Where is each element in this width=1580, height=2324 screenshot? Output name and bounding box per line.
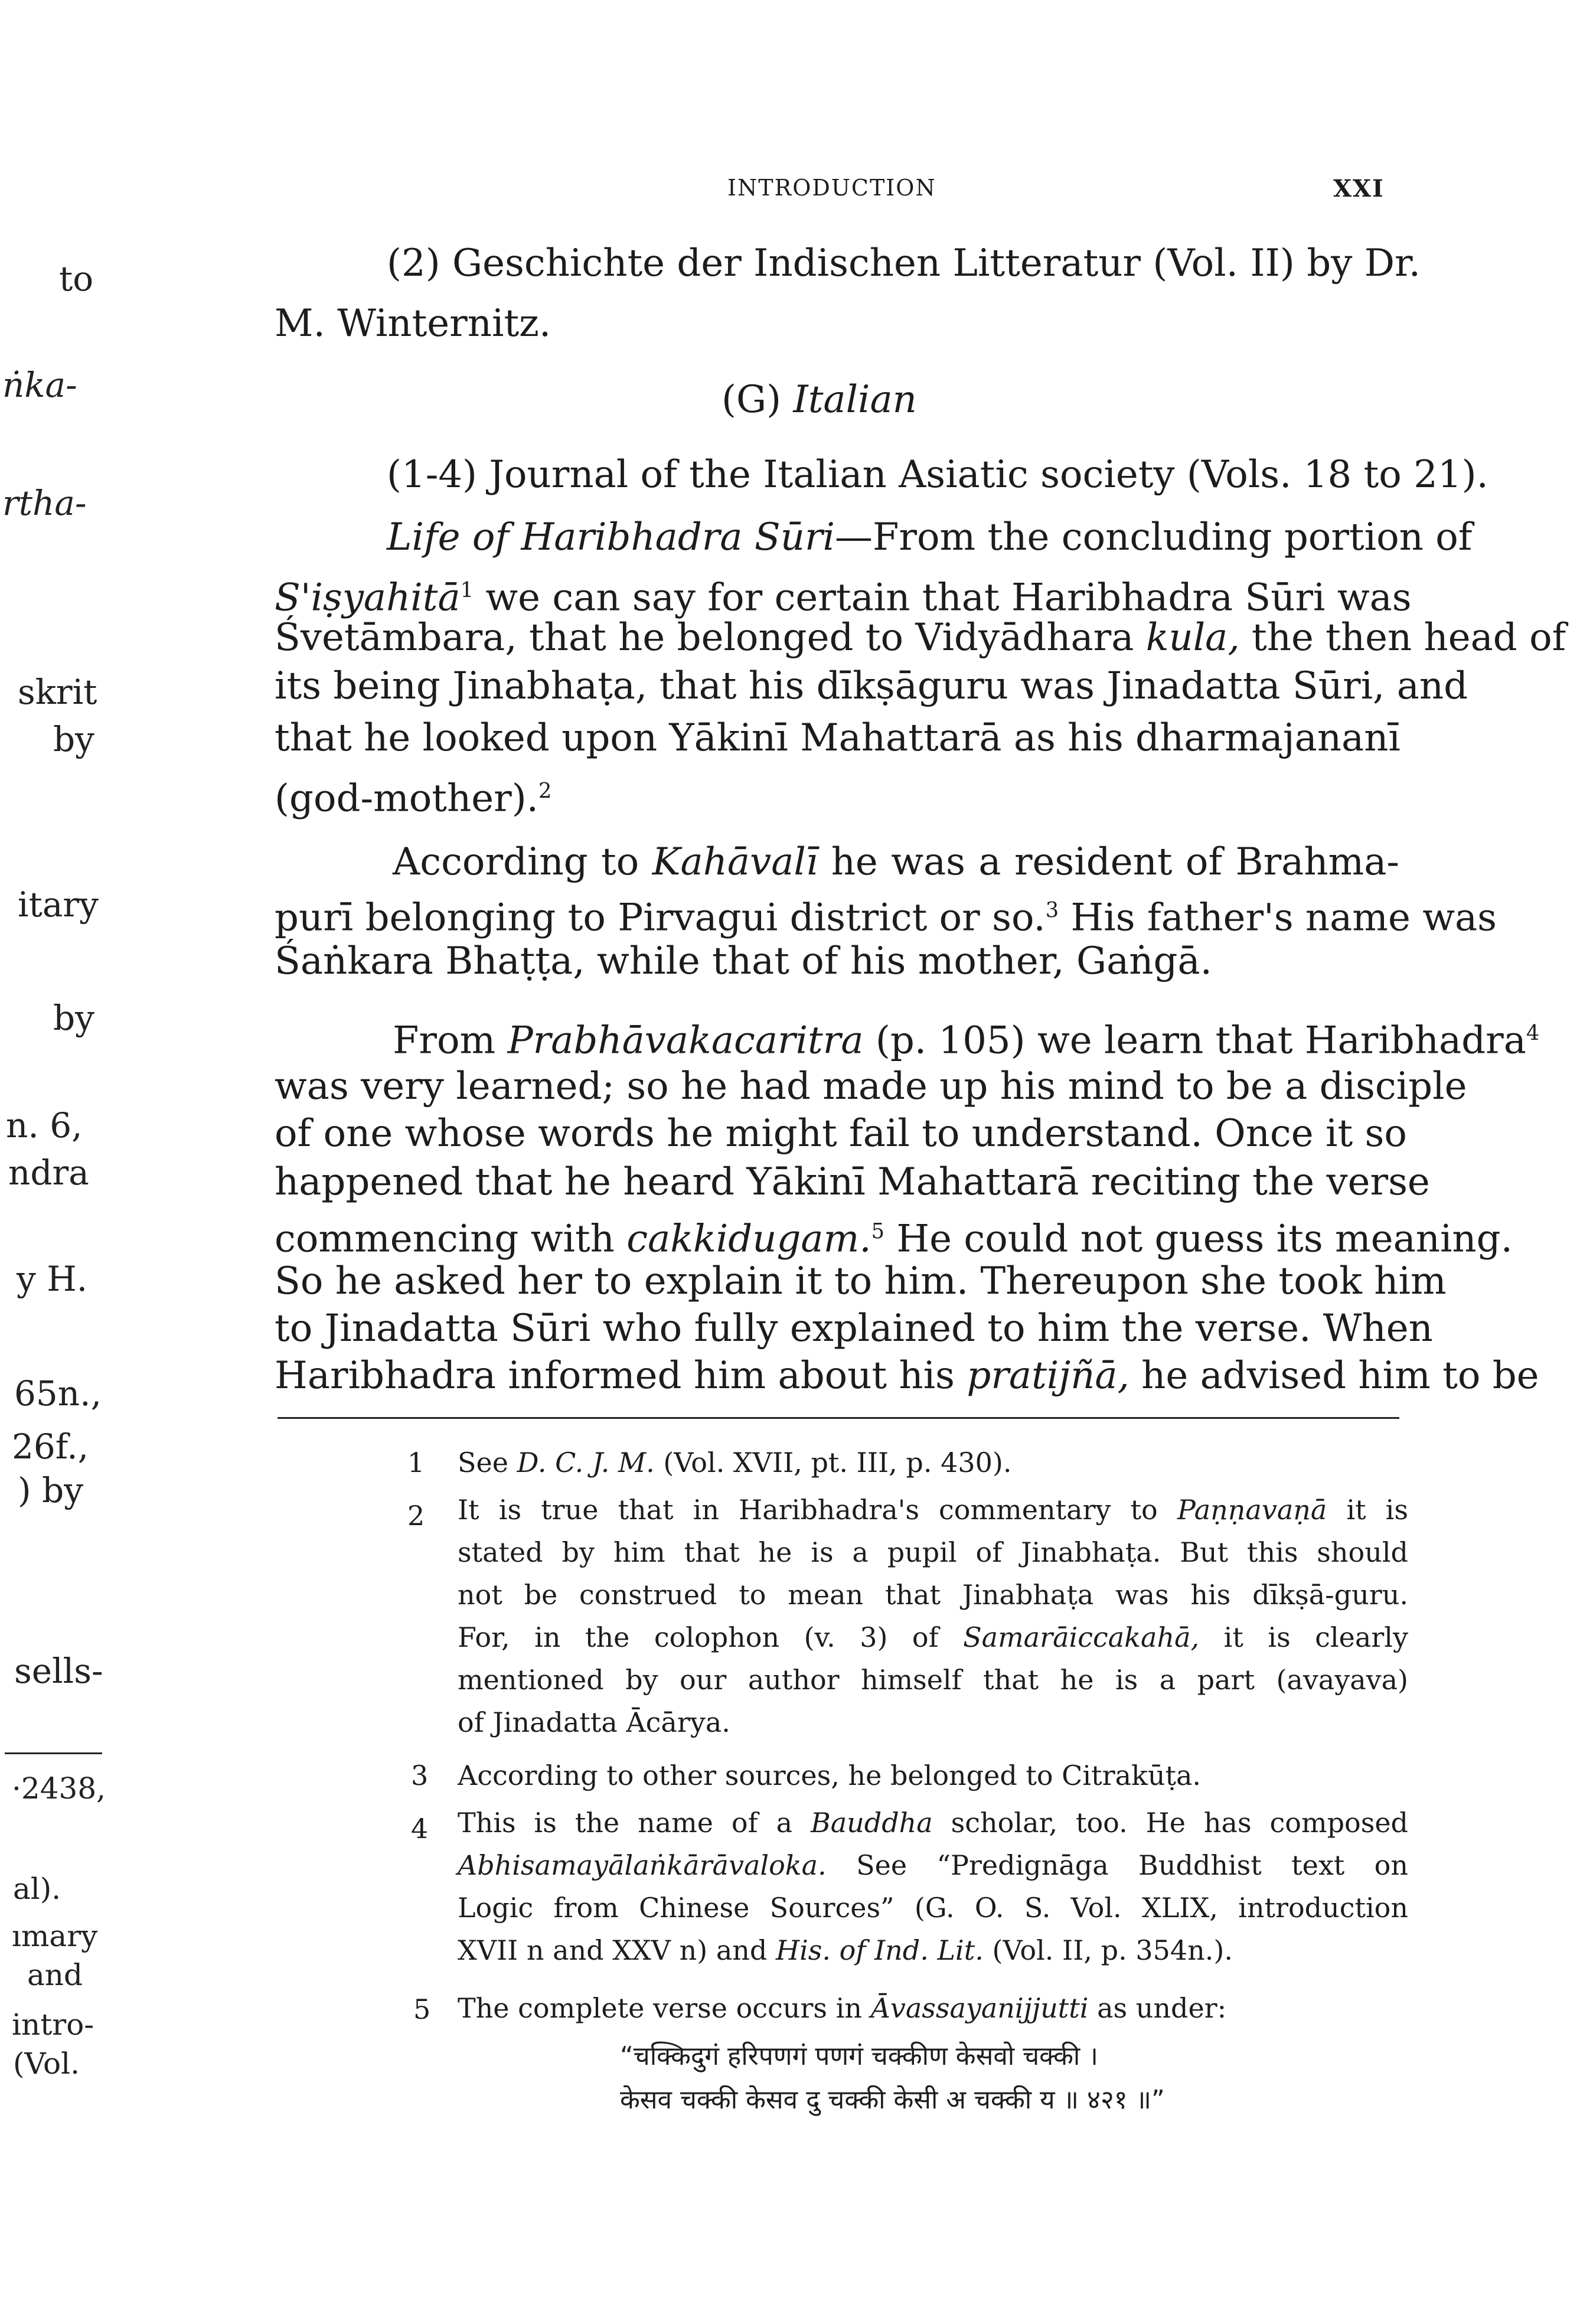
margin-fragment: by: [53, 719, 94, 759]
text-line: So he asked her to explain it to him. Thereupon she took him: [275, 1259, 1447, 1303]
footnote-4-line: Logic from Chinese Sources” (G. O. S. Vol. XLIX, introduction: [458, 1892, 1408, 1924]
text-line: that he looked upon Yākinī Mahattarā as his dharmajananī: [275, 716, 1401, 760]
footnote-2-line: It is true that in Haribhadra's commentary to Paṇṇavaṇā it is: [458, 1494, 1408, 1526]
margin-fragment: to: [59, 259, 94, 299]
text-line: From Prabhāvakacaritra (p. 105) we learn that Haribhadra$^4$: [393, 1019, 1540, 1063]
footnote-number: 4: [411, 1813, 429, 1845]
footnote-number: 1: [407, 1447, 425, 1478]
text-line: Haribhadra informed him about his pratijñā, he advised him to be: [275, 1354, 1539, 1398]
text-line: of one whose words he might fail to understand. Once it so: [275, 1112, 1407, 1156]
margin-fragment: ṅka-: [2, 365, 77, 405]
margin-fragment: al).: [13, 1872, 61, 1906]
text-line: commencing with cakkidugam.$^5$ He could not guess its meaning.: [275, 1217, 1513, 1261]
reference-line: (1-4) Journal of the Italian Asiatic society (Vols. 18 to 21).: [387, 453, 1488, 497]
text-line: to Jinadatta Sūri who fully explained to him the verse. When: [275, 1307, 1433, 1350]
text-line: (god-mother).$^2$: [275, 776, 552, 821]
reference-line: M. Winternitz.: [275, 302, 551, 345]
devanagari-verse-line: “चक्किदुगं हरिपणगं पणगं चक्कीण केसवो चक्की ।: [620, 2041, 1098, 2071]
text-line: Śaṅkara Bhaṭṭa, while that of his mother, Gaṅgā.: [275, 939, 1212, 983]
margin-fragment: 65n.,: [14, 1373, 102, 1414]
footnote-5: The complete verse occurs in Āvassayanijjutti as under:: [458, 1992, 1227, 2024]
footnote-rule: [278, 1417, 1399, 1419]
margin-fragment: and: [27, 1958, 83, 1992]
margin-rule: [5, 1752, 102, 1754]
footnote-2-line: For, in the colophon (v. 3) of Samarāiccakahā, it is clearly: [458, 1621, 1408, 1653]
footnote-4-line: This is the name of a Bauddha scholar, too. He has composed: [458, 1807, 1408, 1839]
footnote-2-line: not be construed to mean that Jinabhaṭa was his dīkṣā-guru.: [458, 1579, 1408, 1611]
footnote-2-line: mentioned by our author himself that he is a part (avayava): [458, 1664, 1408, 1696]
margin-fragment: intro-: [12, 2008, 94, 2042]
text-line: purī belonging to Pirvagui district or so.$^3$ His father's name was: [275, 896, 1497, 940]
text-line: According to Kahāvalī he was a resident of Brahma-: [393, 840, 1400, 884]
page-number: XXI: [1333, 175, 1385, 203]
footnote-1: See D. C. J. M. (Vol. XVII, pt. III, p. 430).: [458, 1447, 1012, 1478]
margin-fragment: 26f.,: [12, 1427, 89, 1467]
margin-fragment: skrit: [18, 672, 97, 712]
footnote-4-line: Abhisamayālaṅkārāvaloka. See “Predignāga Buddhist text on: [458, 1849, 1408, 1881]
text-line: Śvetāmbara, that he belonged to Vidyādhara kula, the then head of: [275, 616, 1566, 660]
running-header: INTRODUCTION: [727, 175, 936, 201]
reference-line: (2) Geschichte der Indischen Litteratur (Vol. II) by Dr.: [387, 241, 1421, 285]
margin-fragment: ndra: [8, 1153, 89, 1193]
devanagari-verse-line: केसव चक्की केसव दु चक्की केसी अ चक्की य ॥ ४२१ ॥”: [620, 2085, 1165, 2115]
footnote-4-line: XVII n and XXV n) and His. of Ind. Lit. (Vol. II, p. 354n.).: [458, 1934, 1233, 1966]
margin-fragment: rtha-: [2, 483, 87, 523]
footnote-2-line: stated by him that he is a pupil of Jinabhaṭa. But this should: [458, 1536, 1408, 1568]
margin-fragment: n. 6,: [6, 1105, 83, 1145]
margin-fragment: (Vol.: [13, 2046, 80, 2081]
footnote-3: According to other sources, he belonged to Citrakūṭa.: [458, 1760, 1202, 1791]
text-line: Life of Haribhadra Sūri—From the concluding portion of: [387, 515, 1473, 559]
margin-fragment: ) by: [18, 1470, 83, 1510]
footnote-number: 5: [413, 1993, 431, 2025]
footnote-number: 3: [411, 1760, 429, 1791]
text-line: happened that he heard Yākinī Mahattarā reciting the verse: [275, 1160, 1430, 1204]
margin-fragment: sells-: [14, 1651, 103, 1691]
text-line: S'iṣyahitā$^1$ we can say for certain that Haribhadra Sūri was: [275, 576, 1412, 620]
text-line: its being Jinabhaṭa, that his dīkṣāguru was Jinadatta Sūri, and: [275, 664, 1468, 708]
footnote-2-line: of Jinadatta Ācārya.: [458, 1706, 730, 1738]
margin-fragment: ımary: [12, 1919, 98, 1953]
margin-fragment: y H.: [17, 1259, 88, 1299]
margin-fragment: itary: [18, 884, 99, 925]
section-heading: (G) Italian: [722, 378, 917, 422]
margin-fragment: ·2438,: [12, 1771, 106, 1806]
margin-fragment: by: [53, 998, 94, 1038]
footnote-number: 2: [407, 1500, 425, 1532]
text-line: was very learned; so he had made up his mind to be a disciple: [275, 1065, 1467, 1108]
